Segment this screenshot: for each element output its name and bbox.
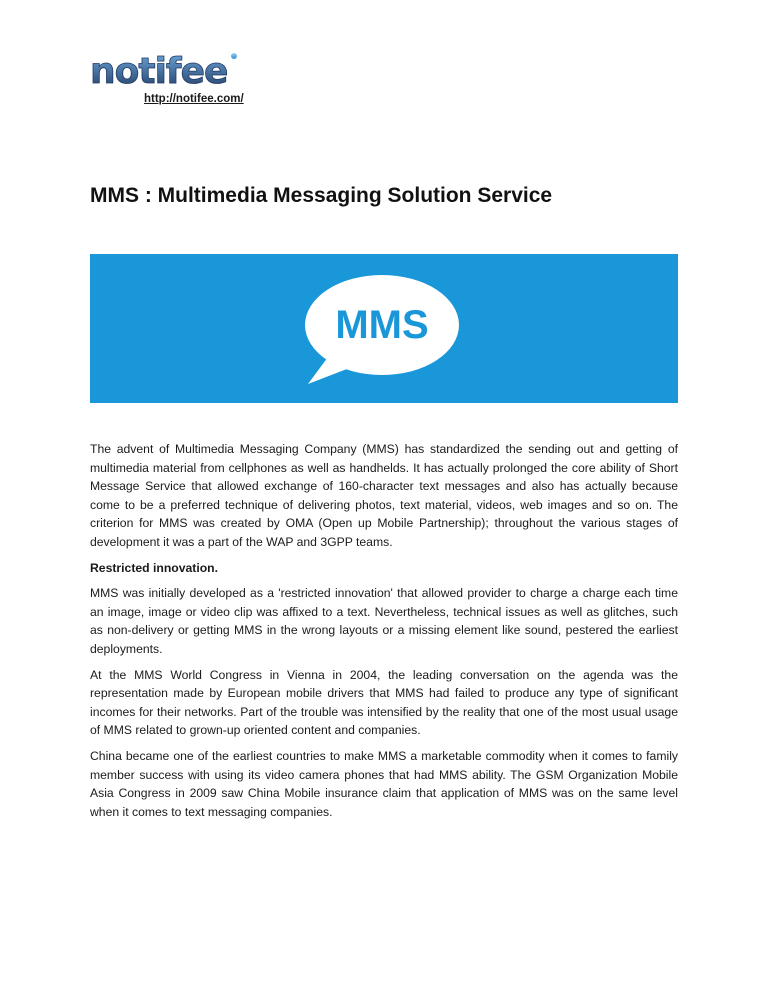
paragraph-2: MMS was initially developed as a 'restricted innovation' that allowed provider to charge a charge each time an image, image or video clip was affixed to a text. Nevertheless, technical issues as well as glitches, such as non-delivery or getting MMS in the wrong layouts or a missing element like sound, pestered the earliest deployments. — [90, 586, 678, 656]
section-heading: Restricted innovation. — [90, 560, 218, 575]
paragraph-4: China became one of the earliest countries to make MMS a marketable commodity when it comes to family member success with using its video camera phones that had MMS ability. The GSM Organization Mobile Asia Congress in 2009 saw China Mobile insurance claim that application of MMS was on the same level when it comes to text messaging companies. — [90, 748, 678, 819]
notifee-logo — [88, 50, 264, 90]
document-title: MMS : Multimedia Messaging Solution Service — [90, 184, 553, 207]
paragraph-3: At the MMS World Congress in Vienna in 2004, the leading conversation on the agenda was the representation made by European mobile drivers that MMS had failed to produce any type of significant incomes for their networks. Part of the trouble was intensified by the reality that one of the most usual usage of MMS related to grown-up oriented content and companies. — [90, 667, 678, 738]
logo-wordmark: notifee — [90, 51, 228, 90]
site-url-link[interactable]: http://notifee.com/ — [144, 93, 244, 105]
mms-banner-image — [90, 254, 678, 403]
paragraph-intro: The advent of Multimedia Messaging Company (MMS) has standardized the sending out and getting of multimedia material from cellphones as well as handhelds. It has actually prolonged the core ability of Short Message Service that allowed exchange of 160-character text messages and also has actually because come to be a preferred technique of delivering photos, text material, videos, web images and so on. The criterion for MMS was created by OMA (Open up Mobile Partnership); throughout the various stages of development it was a part of the WAP and 3GPP teams. — [90, 442, 678, 549]
document-body — [90, 440, 678, 828]
banner-mms-label: MMS — [335, 303, 429, 347]
